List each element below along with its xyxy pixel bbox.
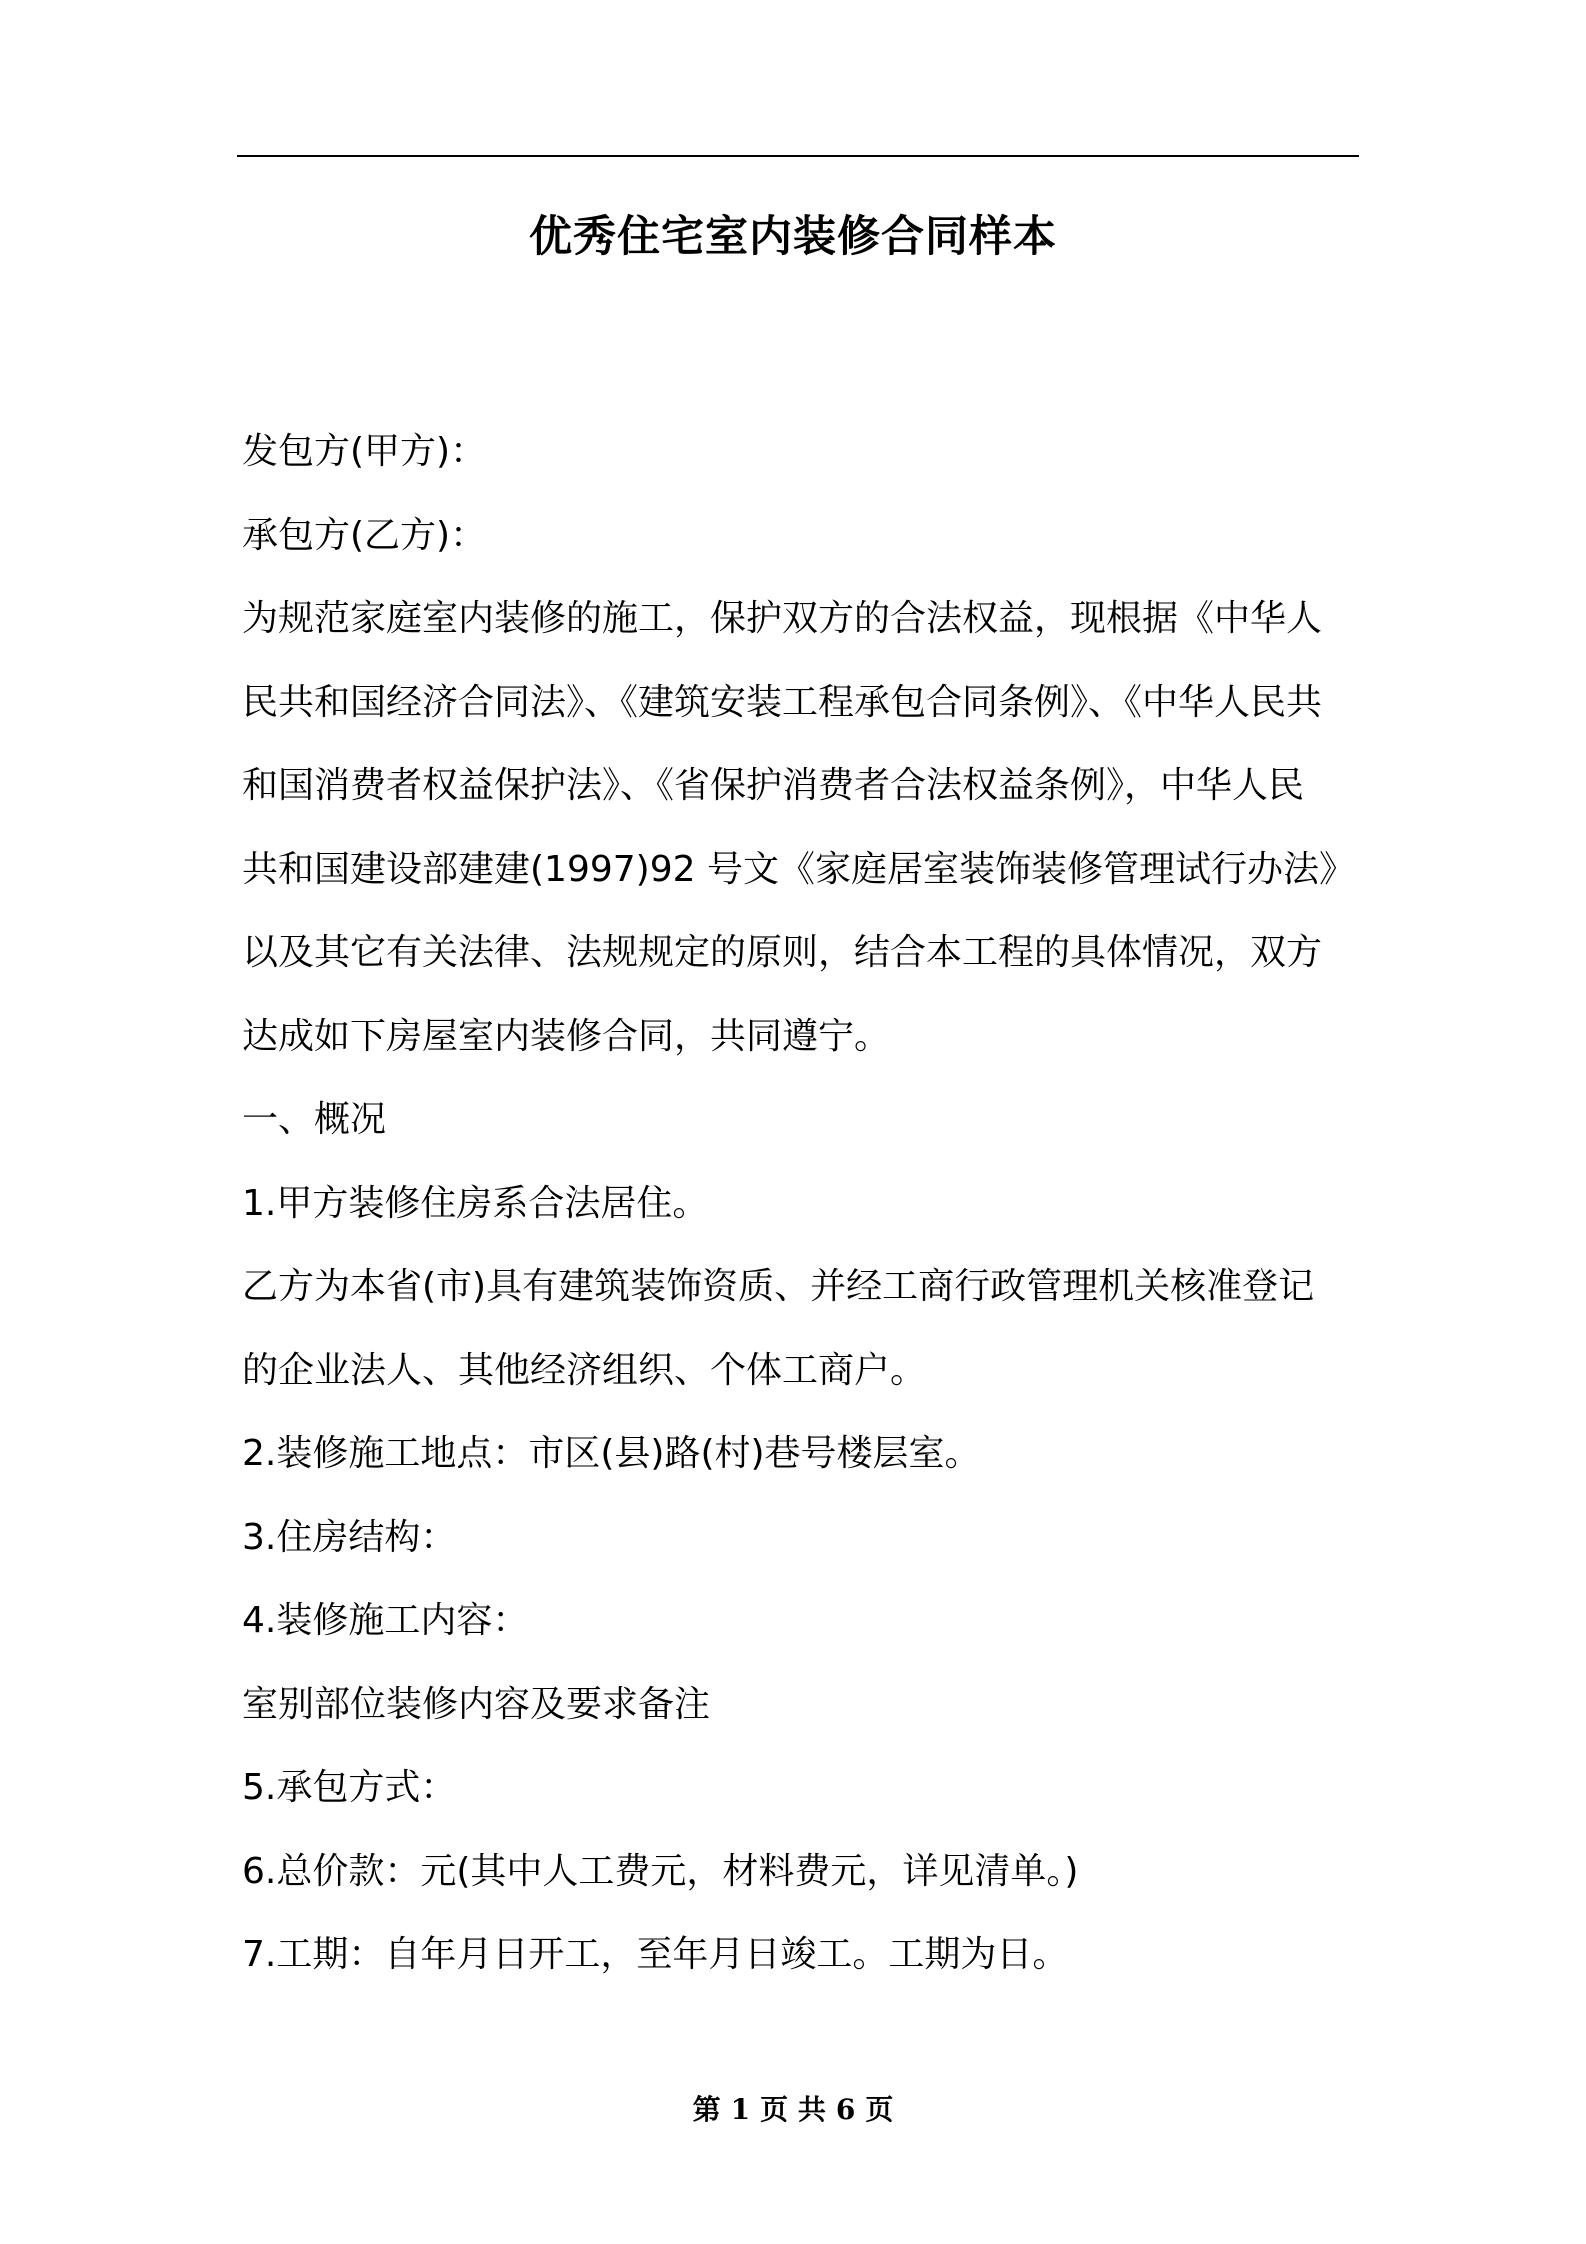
item-4-table-header: 室别部位装修内容及要求备注 [242, 1683, 711, 1725]
document-body [242, 410, 1367, 1997]
item-2: 2.装修施工地点：市区(县)路(村)巷号楼层室。 [242, 1433, 981, 1474]
item-7: 7.工期：自年月日开工，至年月日竣工。工期为日。 [242, 1934, 1069, 1975]
document-title: 优秀住宅室内装修合同样本 [529, 212, 1057, 262]
item-6: 6.总价款：元(其中人工费元，材料费元，详见清单。) [242, 1850, 1079, 1892]
section-1-heading: 一、概况 [242, 1099, 387, 1140]
footer-suffix: 页 [865, 2093, 894, 2126]
intro-line-1: 为规范家庭室内装修的施工，保护双方的合法权益，现根据《中华人 [242, 598, 1323, 639]
footer-total-pages: 6 [835, 2093, 856, 2126]
header-rule [237, 155, 1359, 157]
item-1-cont-line-1: 乙方为本省(市)具有建筑装饰资质、并经工商行政管理机关核准登记 [242, 1266, 1315, 1307]
intro-line-3: 和国消费者权益保护法》、《省保护消费者合法权益条例》，中华人民 [242, 765, 1305, 806]
item-3: 3.住房结构： [242, 1516, 457, 1558]
footer-current-page: 1 [730, 2093, 751, 2126]
item-1-cont-line-2: 的企业法人、其他经济组织、个体工商户。 [242, 1349, 927, 1391]
intro-line-5: 以及其它有关法律、法规规定的原则，结合本工程的具体情况，双方 [242, 932, 1323, 973]
page-footer [0, 2093, 1586, 2127]
party-a-line: 发包方(甲方)： [242, 431, 487, 472]
item-5: 5.承包方式： [242, 1767, 457, 1808]
footer-prefix: 第 [692, 2093, 721, 2126]
party-b-line: 承包方(乙方)： [242, 514, 487, 556]
footer-mid: 页 共 [760, 2093, 826, 2126]
item-4: 4.装修施工内容： [242, 1600, 529, 1641]
intro-line-4: 共和国建设部建建(1997)92 号文《家庭居室装饰装修管理试行办法》 [242, 848, 1355, 890]
item-1: 1.甲方装修住房系合法居住。 [242, 1182, 709, 1224]
intro-line-6: 达成如下房屋室内装修合同，共同遵宁。 [242, 1015, 891, 1057]
intro-line-2: 民共和国经济合同法》、《建筑安装工程承包合同条例》、《中华人民共 [242, 681, 1323, 723]
